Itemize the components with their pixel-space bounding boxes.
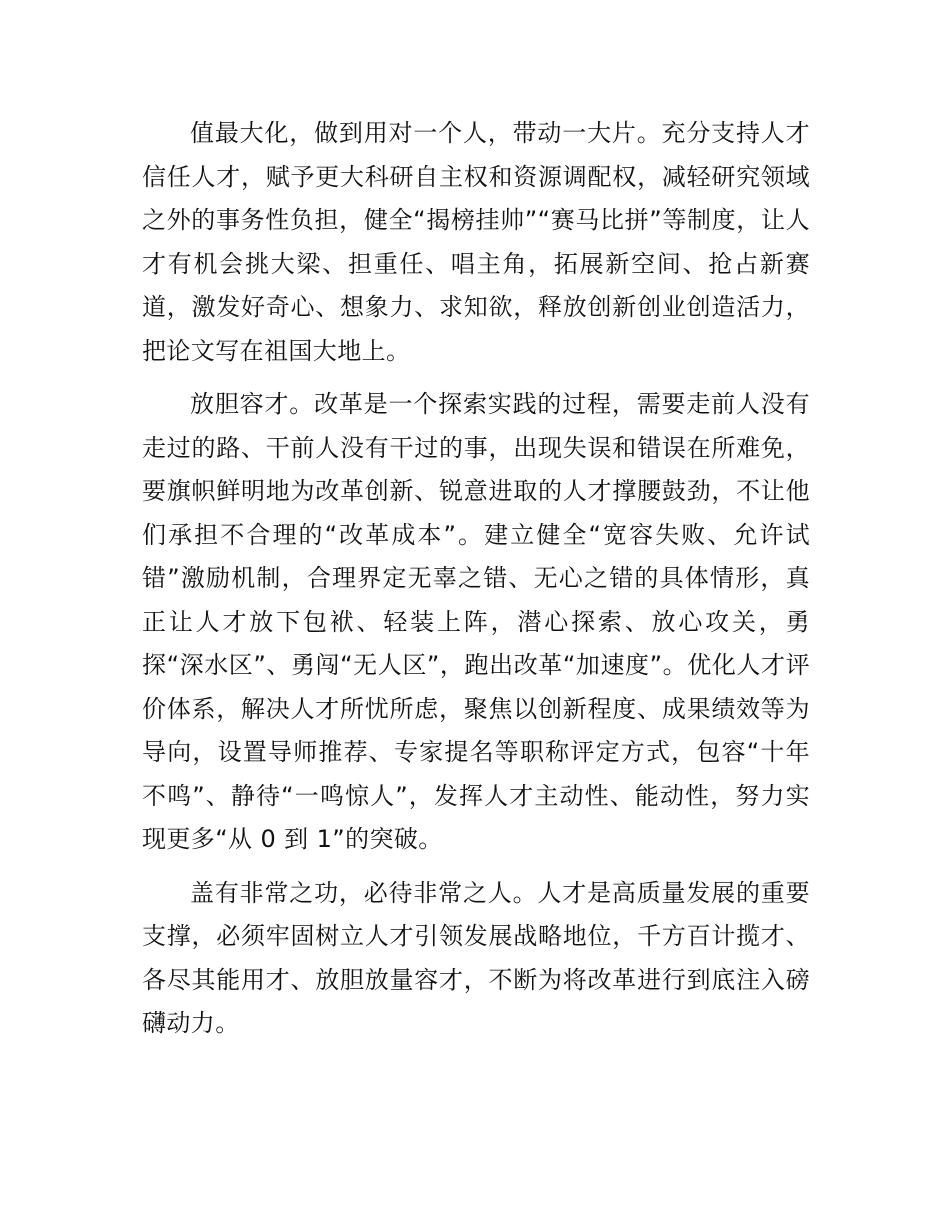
paragraph-2: 放胆容才。改革是一个探索实践的过程，需要走前人没有走过的路、干前人没有干过的事，出现失误和错误在所难免，要旗帜鲜明地为改革创新、锐意进取的人才撑腰鼓劲，不让他们承担不合理的“改革成本”。建立健全“宽容失败、允许试错”激励机制，合理界定无辜之错、无心之错的具体情形，真正让人才放下包袱、轻装上阵，潜心探索、放心攻关，勇探“深水区”、勇闯“无人区”，跑出改革“加速度”。优化人才评价体系，解决人才所忧所虑，聚焦以创新程度、成果绩效等为导向，设置导师推荐、专家提名等职称评定方式，包容“十年不鸣”、静待“一鸣惊人”，发挥人才主动性、能动性，努力实现更多“从 0 到 1”的突破。 [142, 390, 810, 853]
paragraph-3: 盖有非常之功，必待非常之人。人才是高质量发展的重要支撑，必须牢固树立人才引领发展战略地位，千方百计揽才、各尽其能用才、放胆放量容才，不断为将改革进行到底注入磅礴动力。 [142, 878, 810, 1037]
paragraph-1: 值最大化，做到用对一个人，带动一大片。充分支持人才信任人才，赋予更大科研自主权和资源调配权，减轻研究领域之外的事务性负担，健全“揭榜挂帅”“赛马比拼”等制度，让人才有机会挑大梁、担重任、唱主角，拓展新空间、抢占新赛道，激发好奇心、想象力、求知欲，释放创新创业创造活力，把论文写在祖国大地上。 [142, 119, 810, 365]
document-body [142, 112, 810, 1056]
